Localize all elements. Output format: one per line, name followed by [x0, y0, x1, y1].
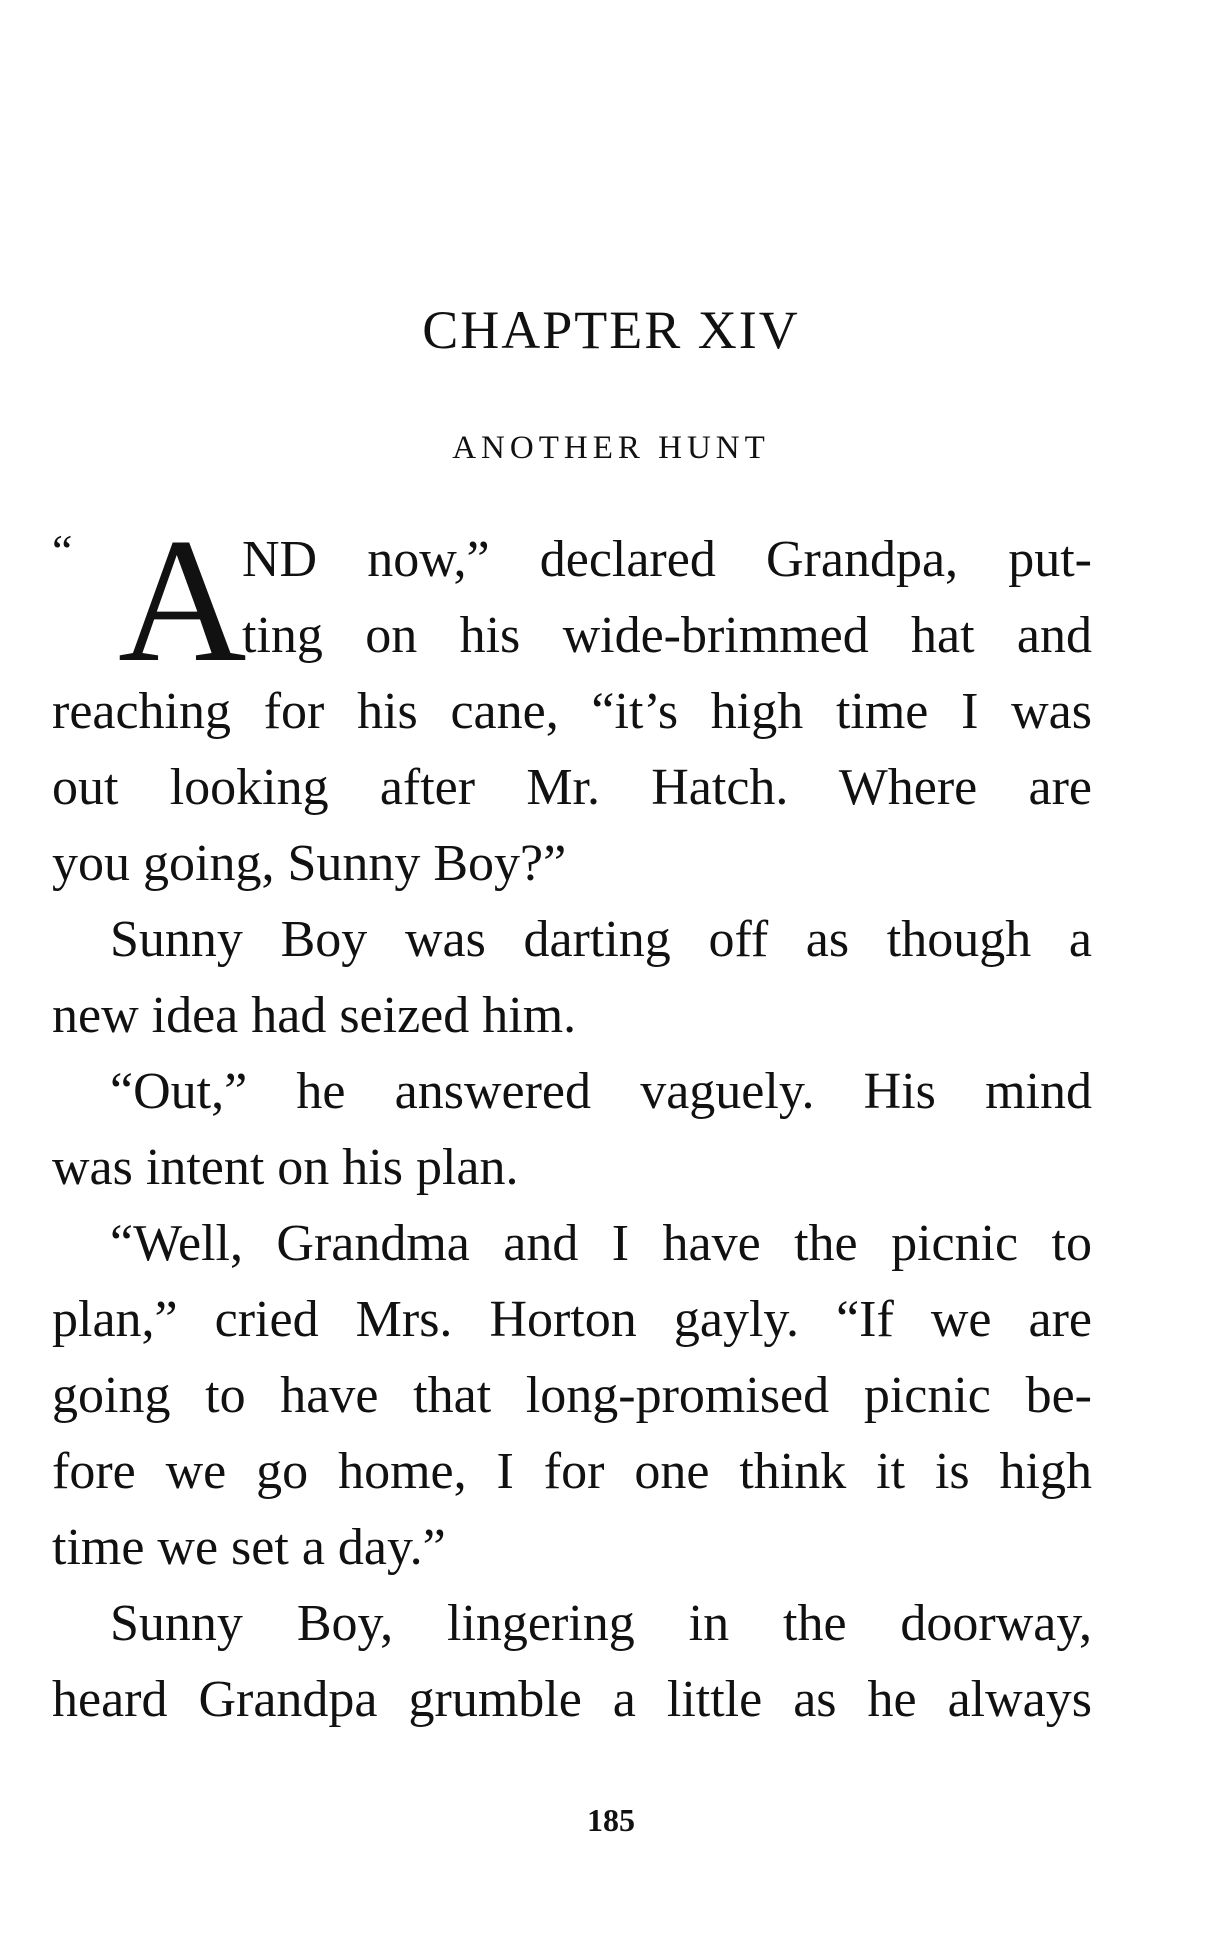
text-line: new idea had seized him.	[52, 987, 577, 1044]
text-line: “Well, Grandma and I have the picnic to	[110, 1215, 1092, 1272]
text-line: was intent on his plan.	[52, 1139, 519, 1196]
text-line: “Out,” he answered vaguely. His mind	[110, 1063, 1092, 1120]
text-line: Sunny Boy was darting off as though a	[110, 911, 1092, 968]
drop-cap-open-quote: “	[52, 525, 73, 576]
chapter-subtitle: ANOTHER HUNT	[452, 430, 770, 466]
text-line: going to have that long-promised picnic be-	[52, 1367, 1092, 1424]
text-line: fore we go home, I for one think it is high	[52, 1443, 1092, 1500]
text-line: ting on his wide-brimmed hat and	[242, 607, 1092, 664]
text-line: Sunny Boy, lingering in the doorway,	[110, 1595, 1092, 1652]
text-line: you going, Sunny Boy?”	[52, 835, 567, 892]
text-line: out looking after Mr. Hatch. Where are	[52, 759, 1092, 816]
text-line: plan,” cried Mrs. Horton gayly. “If we are	[52, 1291, 1092, 1348]
chapter-title: CHAPTER XIV	[422, 300, 800, 360]
page-number: 185	[587, 1802, 635, 1838]
text-line: reaching for his cane, “it’s high time I was	[52, 683, 1092, 740]
drop-cap-letter: A	[118, 501, 247, 699]
text-line: heard Grandpa grumble a little as he always	[52, 1671, 1092, 1728]
text-line: ND now,” declared Grandpa, put-	[242, 531, 1092, 588]
text-line: time we set a day.”	[52, 1519, 446, 1576]
